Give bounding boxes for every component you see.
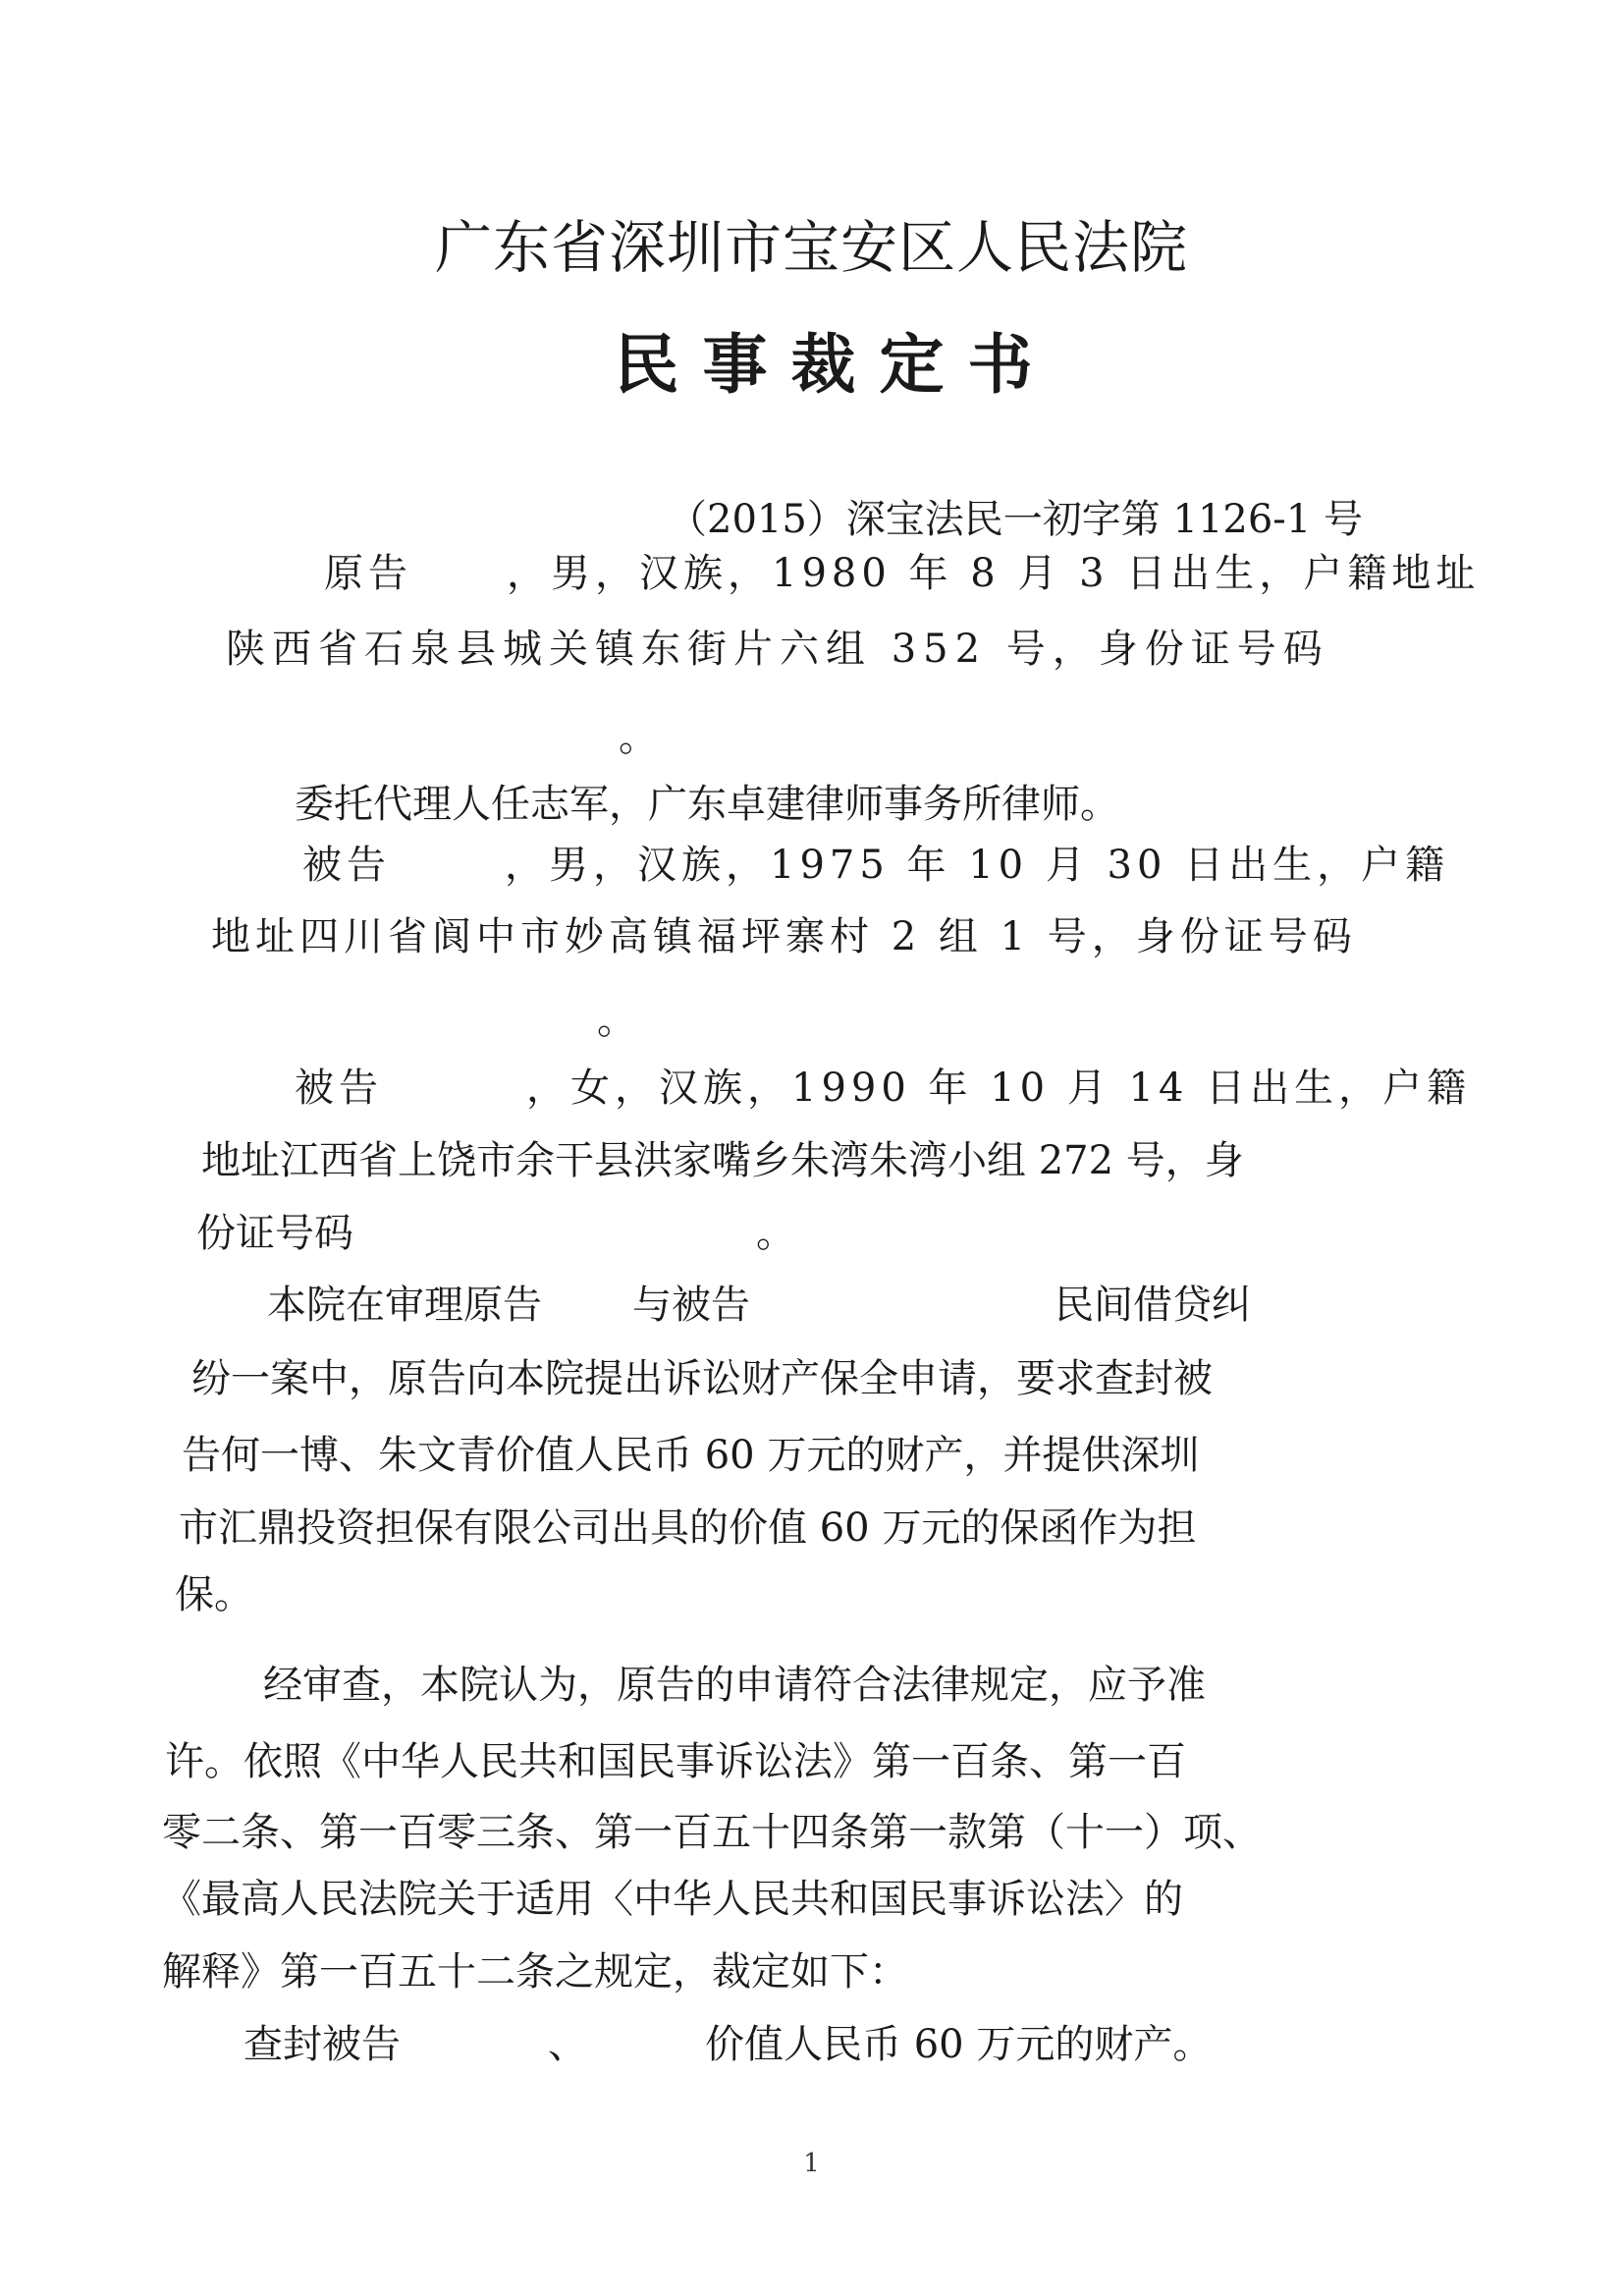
application-line-4: 市汇鼎投资担保有限公司出具的价值 60 万元的保函作为担 xyxy=(179,1505,1197,1551)
defendant1-line-3: 。 xyxy=(597,998,636,1043)
application-line-1 xyxy=(267,1282,1251,1329)
court-name: 广东省深圳市宝安区人民法院 xyxy=(434,214,1188,281)
defendant1-line-2: 地址四川省阆中市妙高镇福坪寨村 2 组 1 号，身份证号码 xyxy=(211,914,1357,959)
plaintiff-line-3: 。 xyxy=(619,715,658,760)
defendant2-label: 被告 xyxy=(295,1066,383,1111)
defendant2-details: ，女，汉族，1990 年 10 月 14 日出生，户籍 xyxy=(526,1066,1472,1111)
document-type: 民事裁定书 xyxy=(614,326,1056,403)
case-number: （2015）深宝法民一初字第 1126-1 号 xyxy=(668,497,1363,542)
ruling-line-3: 零二条、第一百零三条、第一百五十四条第一款第（十一）项、 xyxy=(162,1810,1262,1855)
ruling-line-2: 许。依照《中华人民共和国民事诉讼法》第一百条、第一百 xyxy=(165,1739,1186,1784)
plaintiff-line-1 xyxy=(324,550,1480,597)
defendant2-line-1 xyxy=(295,1065,1471,1112)
ruling-line-4: 《最高人民法院关于适用〈中华人民共和国民事诉讼法〉的 xyxy=(162,1877,1183,1922)
ruling-text-c: 价值人民币 60 万元的财产。 xyxy=(705,2022,1213,2067)
ruling-separator: 、 xyxy=(548,2022,587,2067)
defendant1-label: 被告 xyxy=(302,843,391,888)
application-line-5: 保。 xyxy=(175,1572,253,1617)
application-text-b: 与被告 xyxy=(632,1283,750,1328)
ruling-line-6 xyxy=(243,2021,1212,2068)
defendant2-line-3 xyxy=(196,1210,795,1257)
defendant2-id-label: 份证号码 xyxy=(196,1211,353,1256)
application-text-a: 本院在审理原告 xyxy=(267,1283,542,1328)
ruling-line-5: 解释》第一百五十二条之规定，裁定如下： xyxy=(162,1949,908,1995)
agent-line-1: 委托代理人任志军，广东卓建律师事务所律师。 xyxy=(295,782,1119,827)
plaintiff-line-2: 陕西省石泉县城关镇东街片六组 352 号，身份证号码 xyxy=(226,627,1329,672)
defendant1-line-1 xyxy=(302,842,1449,889)
ruling-line-1: 经审查，本院认为，原告的申请符合法律规定，应予准 xyxy=(263,1663,1206,1708)
application-line-3: 告何一博、朱文青价值人民币 60 万元的财产，并提供深圳 xyxy=(182,1433,1200,1478)
page-number: 1 xyxy=(803,2149,820,2178)
defendant2-line-2: 地址江西省上饶市余干县洪家嘴乡朱湾朱湾小组 272 号，身 xyxy=(201,1138,1244,1183)
plaintiff-details: ，男，汉族，1980 年 8 月 3 日出生，户籍地址 xyxy=(507,551,1481,596)
ruling-text-a: 查封被告 xyxy=(243,2022,401,2067)
application-line-2: 纷一案中，原告向本院提出诉讼财产保全申请，要求查封被 xyxy=(191,1356,1213,1401)
defendant2-period: 。 xyxy=(756,1211,795,1256)
plaintiff-label: 原告 xyxy=(324,551,412,596)
defendant1-details: ，男，汉族，1975 年 10 月 30 日出生，户籍 xyxy=(505,843,1450,888)
application-text-c: 民间借贷纠 xyxy=(1055,1283,1251,1328)
